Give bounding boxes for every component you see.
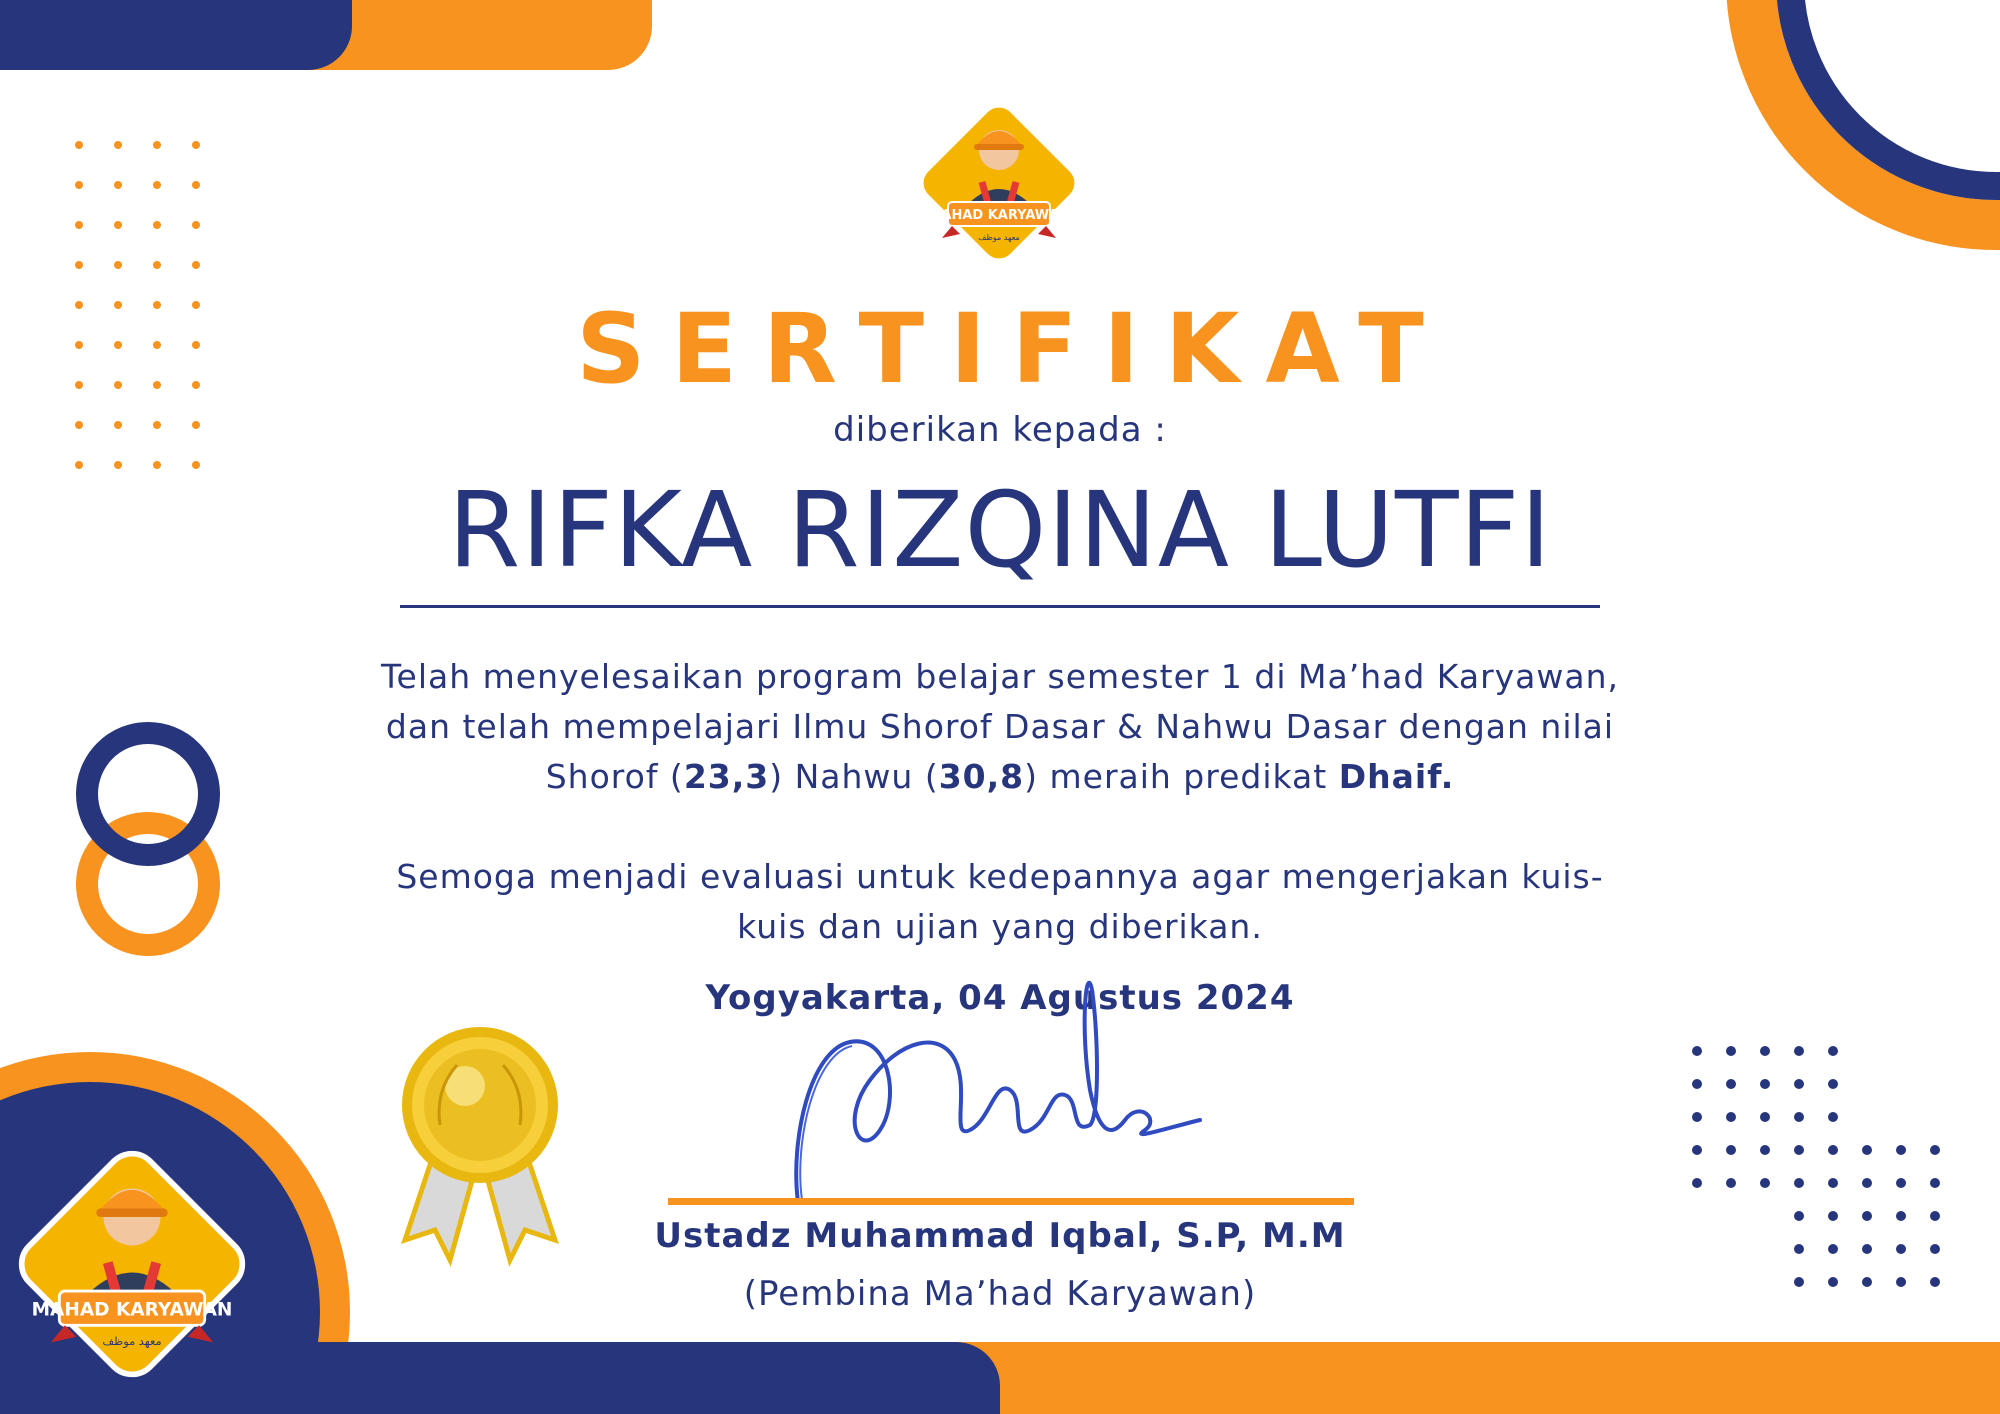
certificate-body [280,652,1720,802]
signature-line [668,1198,1354,1205]
logo-arabic-text-bottom: معهد موظف [102,1334,162,1349]
signer-role: (Pembina Ma’had Karyawan) [743,1274,1257,1314]
decorative-navy-ring [76,722,220,866]
logo-arabic-text: معهد موظف [978,233,1020,242]
logo-badge-bottom [8,1140,256,1388]
signature [780,970,1250,1210]
body-line-3 [280,752,1720,802]
logo-badge-top [912,98,1086,268]
body-line-1: Telah menyelesaikan program belajar semester 1 di Ma’had Karyawan, [381,657,1619,696]
hope-message [280,852,1720,952]
place-and-date: Yogyakarta, 04 Agustus 2024 [705,978,1295,1018]
logo-text-bottom: MAHAD KARYAWAN [31,1299,233,1321]
top-left-navy-bar [0,0,352,70]
shorof-score: 23,3 [683,757,770,796]
logo-text: MAHAD KARYAWAN [928,208,1070,223]
body-line-2: dan telah mempelajari Ilmu Shorof Dasar & Nahwu Dasar dengan nilai [385,707,1615,746]
hope-line-2: kuis dan ujian yang diberikan. [737,907,1263,946]
body-line-3-suffix: ) meraih predikat [1024,757,1339,796]
signer-name: Ustadz Muhammad Iqbal, S.P, M.M [654,1216,1346,1256]
certificate-title: SERTIFIKAT [576,293,1450,405]
hope-line-1: Semoga menjadi evaluasi untuk kedepannya agar mengerjakan kuis- [396,857,1604,896]
body-line-3-prefix: Shorof ( [545,757,684,796]
nahwu-score: 30,8 [938,757,1025,796]
name-underline [400,605,1600,608]
body-line-3-middle: ) Nahwu ( [769,757,939,796]
given-to-label: diberikan kepada : [833,410,1167,450]
bottom-orange-bar [920,1342,2000,1414]
recipient-name: RIFKA RIZQINA LUTFI [448,469,1552,591]
predicate: Dhaif. [1338,757,1455,796]
